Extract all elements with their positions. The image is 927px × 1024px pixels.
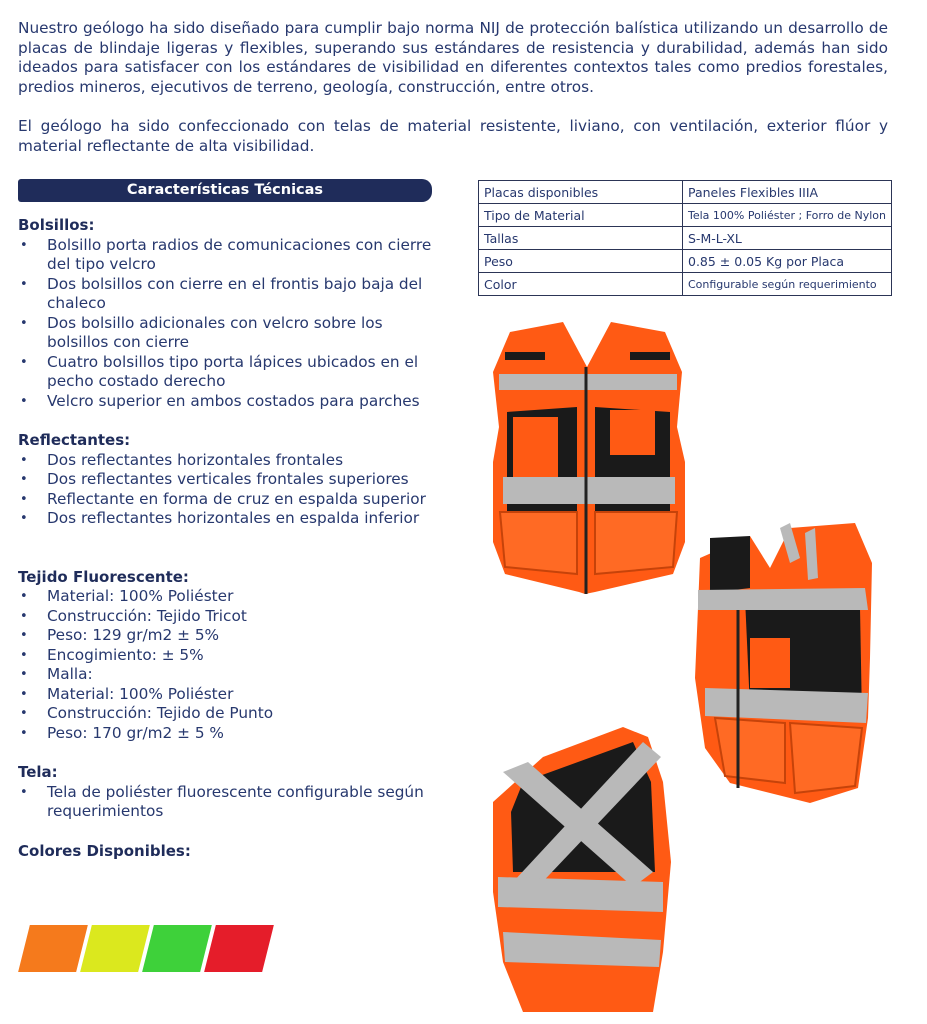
table-row [479,204,892,227]
list-item: • Bolsillo porta radios de comunicaciones con cierre del tipo velcro [18,236,448,275]
intro-paragraph-2: El geólogo ha sido confeccionado con telas de material resistente, liviano, con ventilación, exterior flúor y material reflectante de alta visibilidad. [18,117,888,155]
list-item: • Velcro superior en ambos costados para parches [18,392,448,412]
list-tela [18,783,448,822]
list-item: • Reflectante en forma de cruz en espalda superior [18,490,448,510]
color-swatch-green [142,925,212,972]
list-tejido [18,587,448,743]
color-swatch-red [204,925,274,972]
spec-key: Placas disponibles [479,181,683,204]
list-item: • Material: 100% Poliéster [18,587,448,607]
section-title-tejido: Tejido Fluorescente: [18,567,189,586]
list-item: • Dos reflectantes verticales frontales superiores [18,470,448,490]
technical-features-banner: Características Técnicas [18,179,432,202]
spec-value: S-M-L-XL [683,227,892,250]
table-row [479,227,892,250]
features-column [18,216,448,861]
list-item: • Malla: [18,665,448,685]
list-item: • Encogimiento: ± 5% [18,646,448,666]
table-row [479,250,892,273]
section-title-colores: Colores Disponibles: [18,841,191,860]
spec-value: Configurable según requerimiento [683,273,892,296]
list-item: • Dos bolsillo adicionales con velcro sobre los bolsillos con cierre [18,314,448,353]
table-row [479,181,892,204]
vest-back-image [483,722,693,1022]
list-item: • Dos bolsillos con cierre en el frontis bajo baja del chaleco [18,275,448,314]
spec-value: 0.85 ± 0.05 Kg por Placa [683,250,892,273]
spec-key: Tallas [479,227,683,250]
section-title-reflectantes: Reflectantes: [18,431,131,449]
list-item: • Cuatro bolsillos tipo porta lápices ubicados en el pecho costado derecho [18,353,448,392]
color-swatch-yellow [80,925,150,972]
intro-paragraph-1: Nuestro geólogo ha sido diseñado para cumplir bajo norma NIJ de protección balística utilizando un desarrollo de placas de blindaje ligeras y flexibles, superando sus estándares de resistencia y durabilidad, además han sido ideados para satisfacer con los estándares de visibilidad en diferentes contextos tales como predios forestales, predios mineros, ejecutivos de terreno, geología, construcción, entre otros. [18,19,888,96]
section-title-tela: Tela: [18,763,58,781]
list-item: • Peso: 170 gr/m2 ± 5 % [18,724,448,744]
color-swatch-orange [18,925,88,972]
color-swatches [18,925,278,973]
list-item: • Dos reflectantes horizontales frontales [18,451,448,471]
table-row [479,273,892,296]
spec-key: Tipo de Material [479,204,683,227]
spec-value: Tela 100% Poliéster ; Forro de Nylon [683,204,892,227]
list-item: • Material: 100% Poliéster [18,685,448,705]
spec-value: Paneles Flexibles IIIA [683,181,892,204]
spec-key: Peso [479,250,683,273]
section-title-bolsillos: Bolsillos: [18,216,95,234]
list-reflectantes [18,451,448,529]
list-item: • Peso: 129 gr/m2 ± 5% [18,626,448,646]
spec-key: Color [479,273,683,296]
list-item: • Construcción: Tejido Tricot [18,607,448,627]
list-item: • Construcción: Tejido de Punto [18,704,448,724]
vest-front-image [485,312,690,597]
list-item: • Dos reflectantes horizontales en espalda inferior [18,509,448,529]
list-bolsillos [18,236,448,412]
list-item: • Tela de poliéster fluorescente configurable según requerimientos [18,783,448,822]
vest-side-image [690,518,880,808]
specs-table [478,180,892,296]
